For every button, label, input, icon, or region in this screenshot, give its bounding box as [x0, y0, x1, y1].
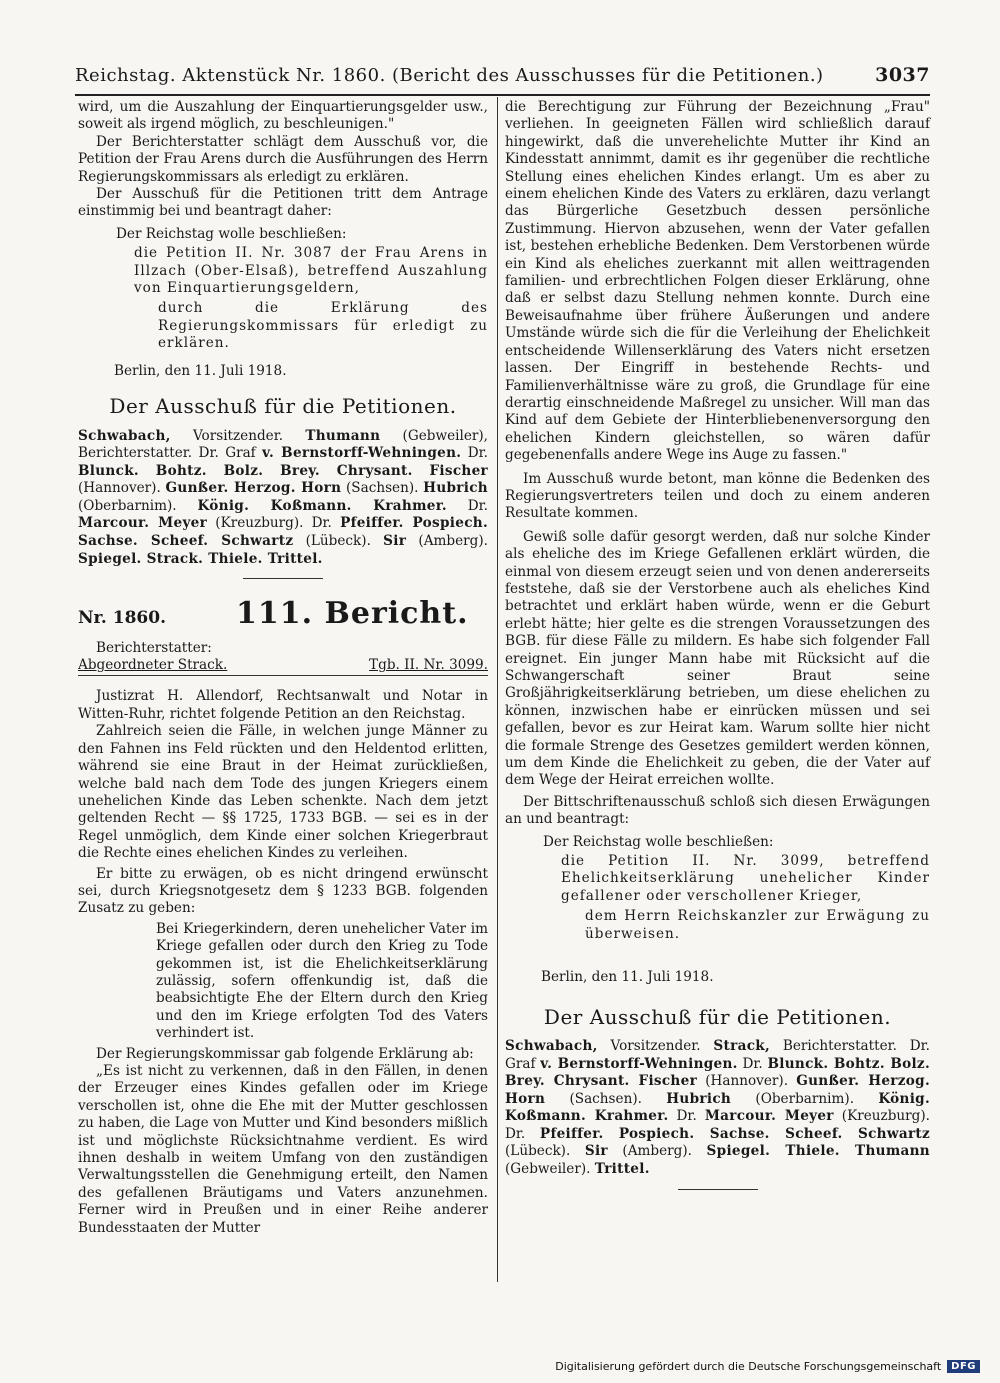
member-note: Dr. — [668, 1108, 705, 1125]
running-title: Reichstag. Aktenstück Nr. 1860. (Bericht des Ausschusses für die Petitionen.) — [75, 64, 824, 86]
paragraph: wird, um die Auszahlung der Einquartierungsgelder usw., soweit als irgend möglich, zu beschleunigen." — [78, 99, 488, 133]
committee-heading: Der Ausschuß für die Petitionen. — [109, 394, 457, 419]
paragraph: Der Berichterstatter schlägt dem Ausschuß vor, die Petition der Frau Arens durch die Ausführungen des Herrn Regierungskommissars als erledigt zu erklären. — [78, 133, 488, 185]
left-column — [78, 99, 488, 1237]
member-name: Spiegel. Strack. Thiele. Trittel. — [78, 550, 323, 567]
member-note: (Gebweiler), Berichterstatter. Dr. Graf — [78, 427, 488, 462]
right-column — [505, 99, 930, 1190]
paragraph: Er bitte zu erwägen, ob es nicht dringend erwünscht sei, durch Kriegsnotgesetz dem § 1233 BGB. folgenden Zusatz zu geben: — [78, 865, 488, 917]
member-note: Dr. — [461, 445, 488, 462]
digitization-footer — [555, 1360, 980, 1373]
member-name: Trittel. — [594, 1161, 650, 1178]
member-list — [78, 428, 488, 569]
resolution-text: die Petition II. Nr. 3087 der Frau Arens in Illzach (Ober-Elsaß), betreffend Auszahlung von Einquartierungsgeldern, — [134, 245, 488, 297]
member-list — [505, 1038, 930, 1179]
paragraph: Der Bittschriftenausschuß schloß sich diesen Erwägungen an und beantragt: — [505, 793, 930, 828]
section-rule — [243, 578, 323, 579]
dfg-logo: DFG — [947, 1360, 980, 1373]
paragraph: Gewiß solle dafür gesorgt werden, daß nur solche Kinder als eheliche des im Kriege Gefallenen erklärt würden, die einmal von diesem erzeugt seien und von denen andererseits feststehe, daß sie der Verstorbene auch als eheliches Kind betrachtet und erklärt haben würde, wenn er die Geburt erlebt hätte; hier gelte es die strengen Voraussetzungen des BGB. für diese Fälle zu mildern. Es habe sich folgender Fall ereignet. Ein junger Mann habe mit Rücksicht auf die Schwangerschaft seiner Braut seine Großjährigkeitserklärung betrieben, um diese ehelichen zu können, inzwischen habe er einrücken müssen und sei gefallen, bevor es zur Heirat kam. Warum sollte hier nicht die formale Strenge des Gesetzes gemildert werden können, um dem Kinde die Ehelichkeit zu geben, die der Vater auf dem Wege der Heirat erreichen wollte. — [505, 528, 930, 789]
member-name: v. Bernstorff-Wehningen. — [540, 1055, 738, 1072]
paragraph: „Es ist nicht zu verkennen, daß in den Fällen, in denen der Erzeuger eines Kindes gefallen oder im Kriege verschollen ist, ohne die Ehe mit der Mutter geschlossen zu haben, die Lage von Mutter und Kind besonders mißlich ist und möglichste Rücksichtnahme verdient. Es wird ihnen deshalb in weitem Umfang von den zuständigen Verwaltungsstellen die Genehmigung erteilt, den Namen des gefallenen Bräutigams und Vaters anzunehmen. Ferner wird in Preußen und in einer Reihe anderer Bundesstaaten der Mutter — [78, 1063, 488, 1236]
member-note: (Kreuzburg). Dr. — [207, 515, 341, 532]
committee-heading: Der Ausschuß für die Petitionen. — [543, 1004, 892, 1029]
journal-number: Tgb. II. Nr. 3099. — [369, 657, 488, 674]
member-name: Pfeiffer. Pospiech. Sachse. Scheef. Schwartz — [539, 1125, 931, 1142]
rapporteur-name: Abgeordneter Strack. — [78, 657, 228, 674]
rapporteur-row — [78, 657, 488, 676]
date-line: Berlin, den 11. Juli 1918. — [541, 969, 714, 986]
member-name: Pfeiffer. Pospiech. Sachse. Scheef. Schwartz — [78, 515, 489, 550]
paragraph: Zahlreich seien die Fälle, in welchen junge Männer zu den Fahnen ins Feld rückten und den Heldentod erlitten, während sie eine Braut in der Heimat zurückließen, welche bald nach dem Tode des jungen Kriegers einem unehelichen Kinde das Leben schenkte. Nach dem jetzt geltenden Recht — §§ 1725, 1733 BGB. — sei es in der Regel unmöglich, dem Kinde einer solchen Kriegerbraut die Rechte eines ehelichen Kindes zu verleihen. — [78, 723, 488, 862]
member-name: Gunßer. Herzog. Horn — [165, 480, 342, 497]
section-rule — [678, 1189, 758, 1190]
member-note: (Kreuzburg). Dr. — [505, 1108, 931, 1142]
member-note: Vorsitzender. — [170, 427, 306, 444]
member-name: König. Koßmann. Krahmer. — [197, 497, 447, 514]
member-name: Sir — [383, 533, 407, 550]
paragraph: Der Ausschuß für die Petitionen tritt dem Antrage einstimmig bei und beantragt daher: — [78, 186, 488, 220]
member-note: (Oberbarnim). — [731, 1090, 879, 1107]
member-note: (Lübeck). — [505, 1143, 585, 1160]
rapporteur-label: Berichterstatter: — [96, 639, 212, 656]
resolution-text: durch die Erklärung des Regierungskommissars für erledigt zu erklären. — [158, 300, 488, 352]
report-title — [78, 596, 488, 632]
member-name: Marcour. Meyer — [78, 515, 208, 532]
footer-text: Digitalisierung gefördert durch die Deutsche Forschungsgemeinschaft — [555, 1360, 942, 1373]
member-name: Blunck. Bohtz. Bolz. Brey. Chrysant. Fischer — [505, 1055, 930, 1090]
resolution-lead: Der Reichstag wolle beschließen: — [543, 833, 774, 850]
paragraph: Im Ausschuß wurde betont, man könne die Bedenken des Regierungsvertreters teilen und doch zu einem anderen Resultate kommen. — [505, 470, 930, 522]
member-note: (Sachsen). — [545, 1090, 667, 1107]
page-number: 3037 — [875, 64, 930, 86]
resolution-text: dem Herrn Reichskanzler zur Erwägung zu überweisen. — [585, 908, 930, 942]
member-note: (Amberg). — [607, 1143, 707, 1160]
paragraph: die Berechtigung zur Führung der Bezeichnung „Frau" verliehen. In geeigneten Fällen wird schließlich darauf hingewirkt, daß die unverehelichte Mutter ihr Kind an Kindesstatt annimmt, damit es ihr gegenüber die rechtliche Stellung eines ehelichen Kindes erlangt. Um es aber zu einem ehelichen Kinde des Vaters zu erklären, dazu verlangt das Bürgerliche Gesetzbuch dessen persönliche Zustimmung. Hiervon abzusehen, wenn der Vater gefallen ist, bestehen erhebliche Bedenken. Dem Verstorbenen würde ein Kind als eheliches zuerkannt mit allen weittragenden familien- und erbrechtlichen Folgen dieser Erklärung, ohne daß er selbst dazu Stellung nehmen konnte. Durch eine Beweisaufnahme über frühere Äußerungen und andere Umstände würde sich die für die Verleihung der Ehelichkeit entscheidende Willenserklärung des Vaters nicht ersetzen lassen. Der Eingriff in bestehende Rechts- und Familienverhältnisse wäre zu groß, die Grundlage für eine derartig einschneidende Maßregel zu unsicher. Will man das Kind auf dem Gebiete der Hinterbliebenenversorgung den ehelichen Kindern gleichstellen, so wären dafür gegebenenfalls andere Wege ins Auge zu fassen." — [505, 99, 930, 464]
paragraph: Der Regierungskommissar gab folgende Erklärung ab: — [96, 1045, 474, 1062]
member-name: Spiegel. Thiele. Thumann — [706, 1143, 930, 1160]
resolution-text: die Petition II. Nr. 3099, betreffend Ehelichkeitserklärung unehelicher Kinder gefallener oder verschollener Krieger, — [561, 853, 930, 904]
member-note: (Oberbarnim). — [78, 497, 198, 514]
member-note: (Amberg). — [406, 533, 488, 550]
date-line: Berlin, den 11. Juli 1918. — [114, 362, 287, 379]
member-note: Dr. — [737, 1055, 768, 1072]
page-header — [75, 60, 930, 90]
header-rule — [75, 94, 930, 96]
paragraph: Justizrat H. Allendorf, Rechtsanwalt und Notar in Witten-Ruhr, richtet folgende Petition an den Reichstag. — [78, 688, 488, 722]
rapporteur-block — [78, 640, 488, 677]
member-note: Berichterstatter. Dr. Graf — [505, 1037, 930, 1072]
member-name: Strack, — [713, 1037, 771, 1054]
member-name: Blunck. Bohtz. Bolz. Brey. Chrysant. Fischer — [78, 462, 488, 479]
member-note: Vorsitzender. — [597, 1037, 714, 1054]
member-name: v. Bernstorff-Wehningen. — [262, 445, 462, 462]
member-note: (Lübeck). — [293, 533, 384, 550]
member-name: Gunßer. Herzog. Horn — [505, 1073, 930, 1107]
member-name: Marcour. Meyer — [704, 1108, 834, 1125]
member-name: Hubrich — [666, 1090, 732, 1107]
member-name: Sir — [584, 1143, 608, 1160]
block-quote: Bei Kriegerkindern, deren unehelicher Vater im Kriege gefallen oder durch den Krieg zu Tode gekommen ist, ist die Ehelichkeitserklärung zulässig, sofern offenkundig ist, daß die beabsichtigte Ehe der Eltern durch den Krieg und den im Kriege erfolgten Tod des Vaters verhindert ist. — [156, 920, 488, 1042]
member-name: König. Koßmann. Krahmer. — [505, 1090, 930, 1125]
column-divider — [497, 97, 498, 1282]
member-note: (Hannover). — [78, 480, 166, 497]
resolution-lead: Der Reichstag wolle beschließen: — [116, 225, 347, 242]
member-name: Thumann — [305, 427, 381, 444]
member-name: Schwabach, — [505, 1037, 598, 1054]
report-heading: 111. Bericht. — [236, 596, 469, 632]
member-note: (Gebweiler). — [505, 1161, 595, 1178]
member-note: Dr. — [446, 497, 489, 514]
member-name: Schwabach, — [78, 427, 171, 444]
member-name: Hubrich — [423, 480, 488, 497]
member-note: (Hannover). — [697, 1073, 797, 1090]
member-note: (Sachsen). — [341, 480, 424, 497]
report-number: Nr. 1860. — [78, 608, 167, 629]
